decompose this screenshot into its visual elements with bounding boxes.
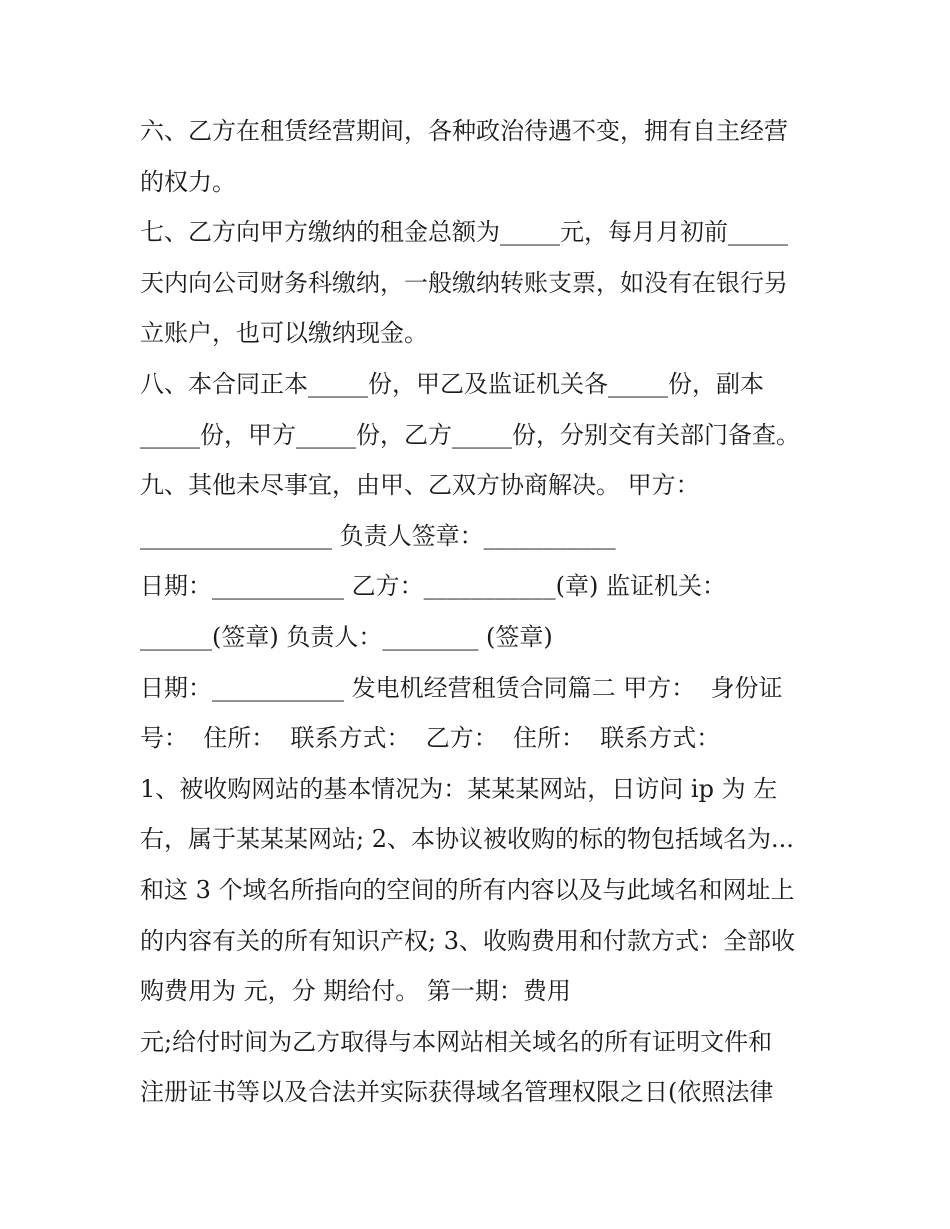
text-line: 的权力。 xyxy=(140,167,236,196)
text-line: 注册证书等以及合法并实际获得域名管理权限之日(依照法律 xyxy=(140,1078,774,1107)
text-line: 日期：___________ 乙方：___________(章) 监证机关： xyxy=(140,572,726,601)
text-line: 日期：___________ 发电机经营租赁合同篇二 甲方： 身份证 xyxy=(140,673,783,702)
text-line: 右，属于某某某网站; 2、本协议被收购的标的物包括域名为... xyxy=(140,825,794,854)
text-line: 元;给付时间为乙方取得与本网站相关域名的所有证明文件和 xyxy=(140,1027,773,1056)
text-line: 九、其他未尽事宜，由甲、乙双方协商解决。 甲方： xyxy=(140,471,700,500)
text-line: 天内向公司财务科缴纳，一般缴纳转账支票，如没有在银行另 xyxy=(140,268,788,297)
text-line: 1、被收购网站的基本情况为：某某某网站，日访问 ip 为 左 xyxy=(140,774,778,803)
text-line: 和这 3 个域名所指向的空间的所有内容以及与此域名和网址上 xyxy=(140,875,795,904)
text-line: 六、乙方在租赁经营期间，各种政治待遇不变，拥有自主经营 xyxy=(140,117,788,145)
text-line: 八、本合同正本_____份，甲乙及监证机关各_____份，副本 xyxy=(140,369,764,398)
document-body xyxy=(140,106,820,1118)
text-line: 号： 住所： 联系方式： 乙方： 住所： 联系方式： xyxy=(140,724,721,753)
text-line: 立账户，也可以缴纳现金。 xyxy=(140,319,428,348)
text-line: ________________ 负责人签章：___________ xyxy=(140,521,616,550)
text-line: _____份，甲方_____份，乙方_____份，分别交有关部门备查。 xyxy=(140,420,800,449)
text-line: 的内容有关的所有知识产权; 3、收购费用和付款方式：全部收 xyxy=(140,926,795,955)
text-line: ______(签章) 负责人：________ (签章) xyxy=(140,622,553,651)
text-line: 购费用为 元，分 期给付。 第一期：费用 xyxy=(140,977,571,1006)
text-line: 七、乙方向甲方缴纳的租金总额为_____元，每月月初前_____ xyxy=(140,218,788,247)
